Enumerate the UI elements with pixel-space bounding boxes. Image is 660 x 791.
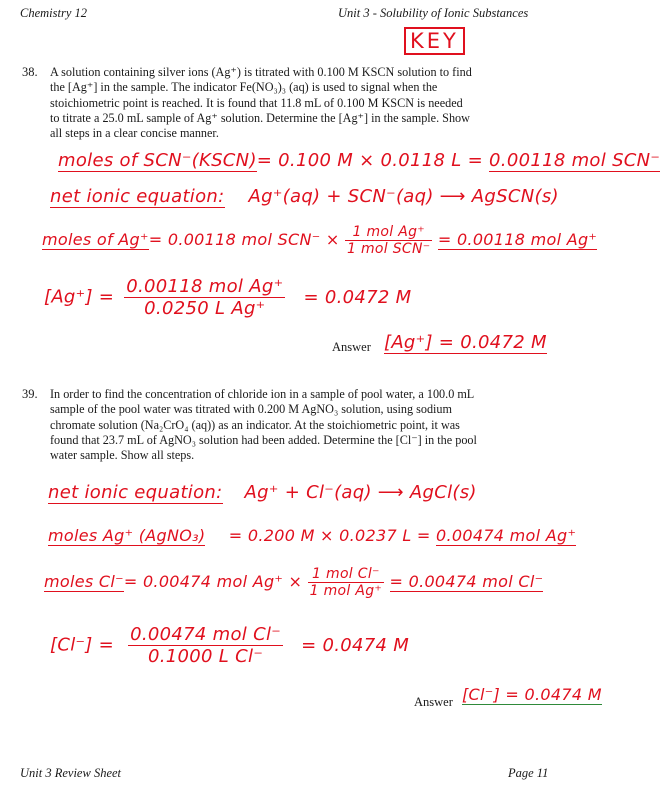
q38-conc-fraction [124, 276, 285, 319]
q39-net-label: net ionic equation: [48, 482, 223, 503]
q38-moles-scn-row [58, 150, 660, 171]
q39-moles-cl-label: moles Cl⁻ [44, 572, 124, 591]
q38-moles-ag-label: moles of Ag⁺ [42, 230, 149, 249]
q39-line: found that 23.7 mL of AgNO₃ solution had been added. Determine the [Cl⁻] in the pool [50, 432, 477, 447]
q39-net-row [48, 482, 477, 503]
q38-net-row [50, 186, 559, 207]
q38-line: the [Ag⁺] in the sample. The indicator Fe(NO₃)₃ (aq) is used to signal when the [50, 80, 438, 95]
q38-moles-ag-row [42, 224, 597, 257]
key-stamp: KEY [404, 27, 465, 55]
q39-moles-cl-result: = 0.00474 mol Cl⁻ [389, 572, 544, 591]
q39-line: In order to find the concentration of chloride ion in a sample of pool water, a 100.0 mL [50, 387, 475, 401]
q39-number: 39. [22, 387, 38, 401]
q38-line: to titrate a 25.0 mL sample of Ag⁺ solution. Determine the [Ag⁺] in the sample. Show [50, 110, 470, 125]
q39-conc-result: = 0.0474 M [301, 634, 410, 656]
q38-number: 38. [22, 65, 38, 79]
q39-net-eq: Ag⁺ + Cl⁻(aq) ⟶ AgCl(s) [244, 482, 477, 503]
q39-conc-row [50, 624, 409, 667]
q38-moles-ag-frac-num: 1 mol Ag⁺ [345, 224, 432, 241]
q39-moles-cl-calc: = 0.00474 mol Ag⁺ × [123, 572, 303, 591]
q38-moles-scn-calc: = 0.100 M × 0.0118 L = [256, 150, 490, 171]
header-right: Unit 3 - Solubility of Ionic Substances [338, 6, 529, 20]
q38-net-label: net ionic equation: [50, 186, 225, 207]
q39-text [50, 387, 477, 463]
q39-line: sample of the pool water was titrated with 0.200 M AgNO₃ solution, using sodium [50, 402, 452, 417]
q39-answer-value: [Cl⁻] = 0.0474 M [462, 685, 602, 704]
q38-line: stoichiometric point is reached. It is found that 11.8 mL of 0.100 M KSCN is needed [50, 95, 463, 110]
q39-conc-label: [Cl⁻] = [50, 634, 115, 656]
q38-line: A solution containing silver ions (Ag⁺) is titrated with 0.100 M KSCN solution to find [50, 65, 472, 79]
header-left: Chemistry 12 [20, 6, 88, 20]
q39-moles-cl-row [44, 566, 543, 599]
q38-conc-row [44, 276, 411, 319]
footer-left: Unit 3 Review Sheet [20, 766, 122, 780]
q38-answer-label: Answer [332, 340, 371, 354]
q39-line: water sample. Show all steps. [50, 448, 195, 463]
q38-moles-ag-fraction [345, 224, 432, 257]
q38-net-eq: Ag⁺(aq) + SCN⁻(aq) ⟶ AgSCN(s) [248, 186, 559, 207]
q38-conc-num: 0.00118 mol Ag⁺ [126, 276, 284, 297]
q38-moles-scn-result: 0.00118 mol SCN⁻ [489, 150, 660, 171]
q39-moles-ag-calc: = 0.200 M × 0.0237 L = [228, 526, 437, 545]
footer-right: Page 11 [508, 766, 549, 780]
q39-conc-den: 0.1000 L Cl⁻ [148, 646, 264, 667]
q39-answer-label: Answer [414, 695, 453, 709]
q38-text [50, 65, 472, 141]
q39-moles-ag-row [48, 526, 576, 545]
q38-conc-den: 0.0250 L Ag⁺ [144, 298, 266, 319]
q38-moles-ag-frac-den: 1 mol SCN⁻ [347, 241, 431, 257]
q38-conc-result: = 0.0472 M [303, 286, 412, 308]
q39-moles-cl-frac-num: 1 mol Cl⁻ [308, 566, 384, 583]
q38-answer-value: [Ag⁺] = 0.0472 M [384, 332, 547, 353]
q39-conc-fraction [128, 624, 283, 667]
q38-moles-ag-calc: = 0.00118 mol SCN⁻ × [148, 230, 340, 249]
q39-moles-cl-fraction [308, 566, 384, 599]
q38-moles-scn-label: moles of SCN⁻(KSCN) [58, 150, 257, 171]
q38-conc-label: [Ag⁺] = [44, 286, 115, 308]
q39-conc-num: 0.00474 mol Cl⁻ [130, 624, 282, 645]
q39-moles-cl-frac-den: 1 mol Ag⁺ [309, 583, 383, 599]
q38-line: all steps in a clear concise manner. [50, 126, 219, 141]
q38-moles-ag-result: = 0.00118 mol Ag⁺ [437, 230, 598, 249]
q39-moles-ag-label: moles Ag⁺ (AgNO₃) [48, 526, 206, 545]
q39-line: chromate solution (Na₂CrO₄ (aq)) as an indicator. At the stoichiometric point, it was [50, 417, 460, 432]
q39-moles-ag-result: 0.00474 mol Ag⁺ [436, 526, 577, 545]
